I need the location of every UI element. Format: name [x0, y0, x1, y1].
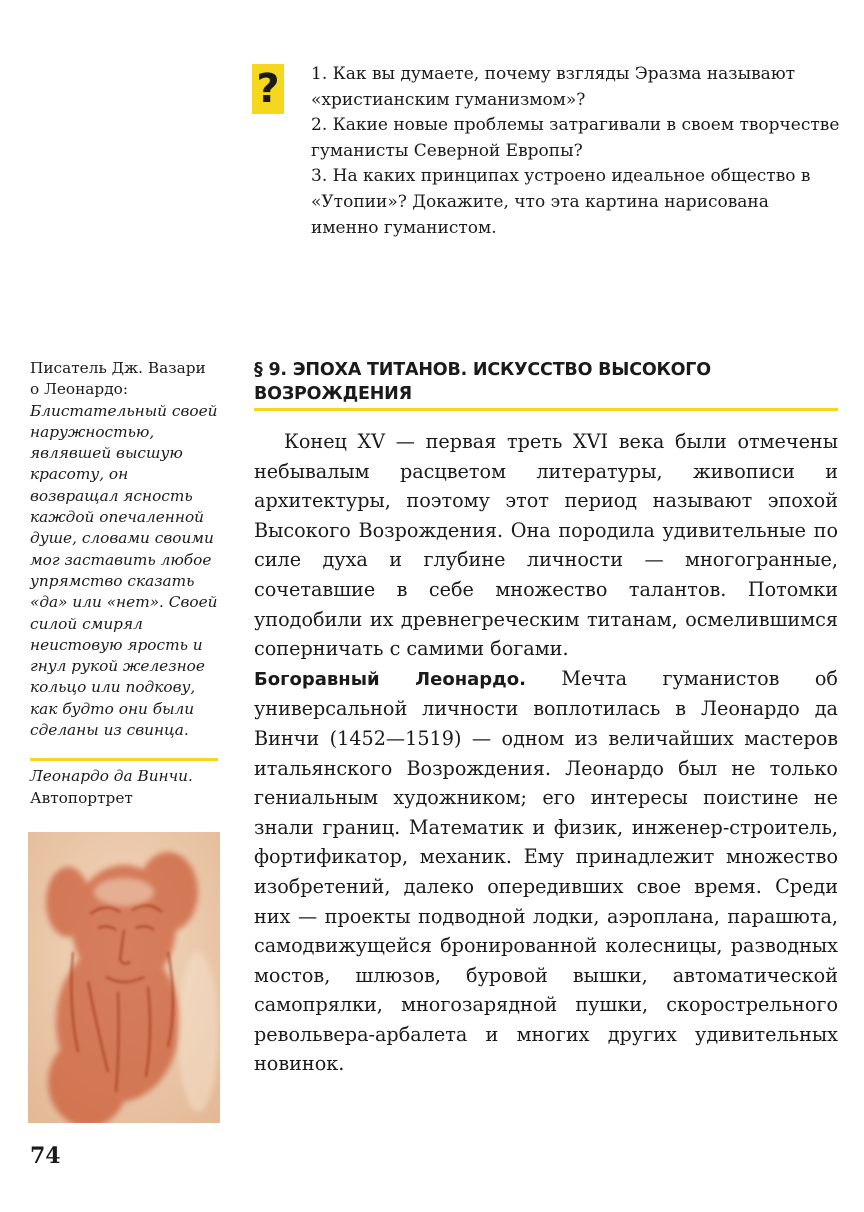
paragraph-intro: Конец XV — первая треть XVI века были отмечены небывалым расцветом литературы, живописи и архитектуры, поэтому этот период называют эпохой Высокого Возрождения. Она породила удивительные по силе духа и глубине личности — многогранные, сочетавшие в себе множество талантов. Потомки уподобили их древнегреческим титанам, осмелившимся соперничать с самими богами. [254, 430, 838, 661]
question-3: 3. На каких принципах устроено идеальное общество в «Утопии»? Докажите, что эта картина нарисована именно гуманистом. [311, 166, 811, 238]
section-heading: § 9. ЭПОХА ТИТАНОВ. ИСКУССТВО ВЫСОКОГО ВОЗРОЖДЕНИЯ [254, 360, 711, 404]
paragraph-leonardo-text: Мечта гуманистов об универсальной личности воплотилась в Леонардо да Винчи (1452—1519) — одном из величайших мастеров итальянского Возрождения. Леонардо был не только гениальным художником; его интересы поистине не знали границ. Математик и физик, инженер-строитель, фортификатор, механик. Ему принадлежит множество изобретений, далеко опередивших свое время. Среди них — проекты подводной лодки, аэроплана, парашюта, самодвижущейся бронированной колесницы, разводных мостов, шлюзов, буровой вышки, автоматической самопрялки, многозарядной пушки, скорострельного револьвера-арбалета и многих других удивительных новинок. [254, 666, 838, 1076]
quote-text: Блистательный своей наружностью, являвшей высшую красоту, он возвращал ясность каждой опечаленной душе, словами своими мог заставить любое упрямство сказать «да» или «нет». Своей силой смирял неистовую ярость и гнул рукой железное кольцо или подкову, как будто они были сделаны из свинца. [30, 401, 218, 740]
caption-title: Леонардо да Винчи. [30, 767, 193, 785]
question-2: 2. Какие новые проблемы затрагивали в своем творчестве гуманисты Северной Европы? [311, 115, 840, 161]
paragraph-lead: Богоравный Леонардо. [254, 668, 526, 690]
question-mark-icon: ? [252, 64, 284, 114]
heading-divider [254, 408, 838, 411]
caption-subtitle: Автопортрет [30, 788, 133, 807]
page-number: 74 [30, 1143, 61, 1169]
paragraph-leonardo [254, 664, 838, 1079]
portrait-caption [30, 766, 218, 809]
main-text [254, 427, 838, 1079]
review-questions [311, 62, 841, 241]
sidebar-quote [30, 358, 218, 741]
sidebar-divider [30, 758, 218, 761]
quote-lead: Писатель Дж. Вазари о Леонардо: [30, 359, 206, 399]
leonardo-self-portrait-image [28, 832, 220, 1123]
question-1: 1. Как вы думаете, почему взгляды Эразма называют «христианским гуманизмом»? [311, 64, 796, 110]
